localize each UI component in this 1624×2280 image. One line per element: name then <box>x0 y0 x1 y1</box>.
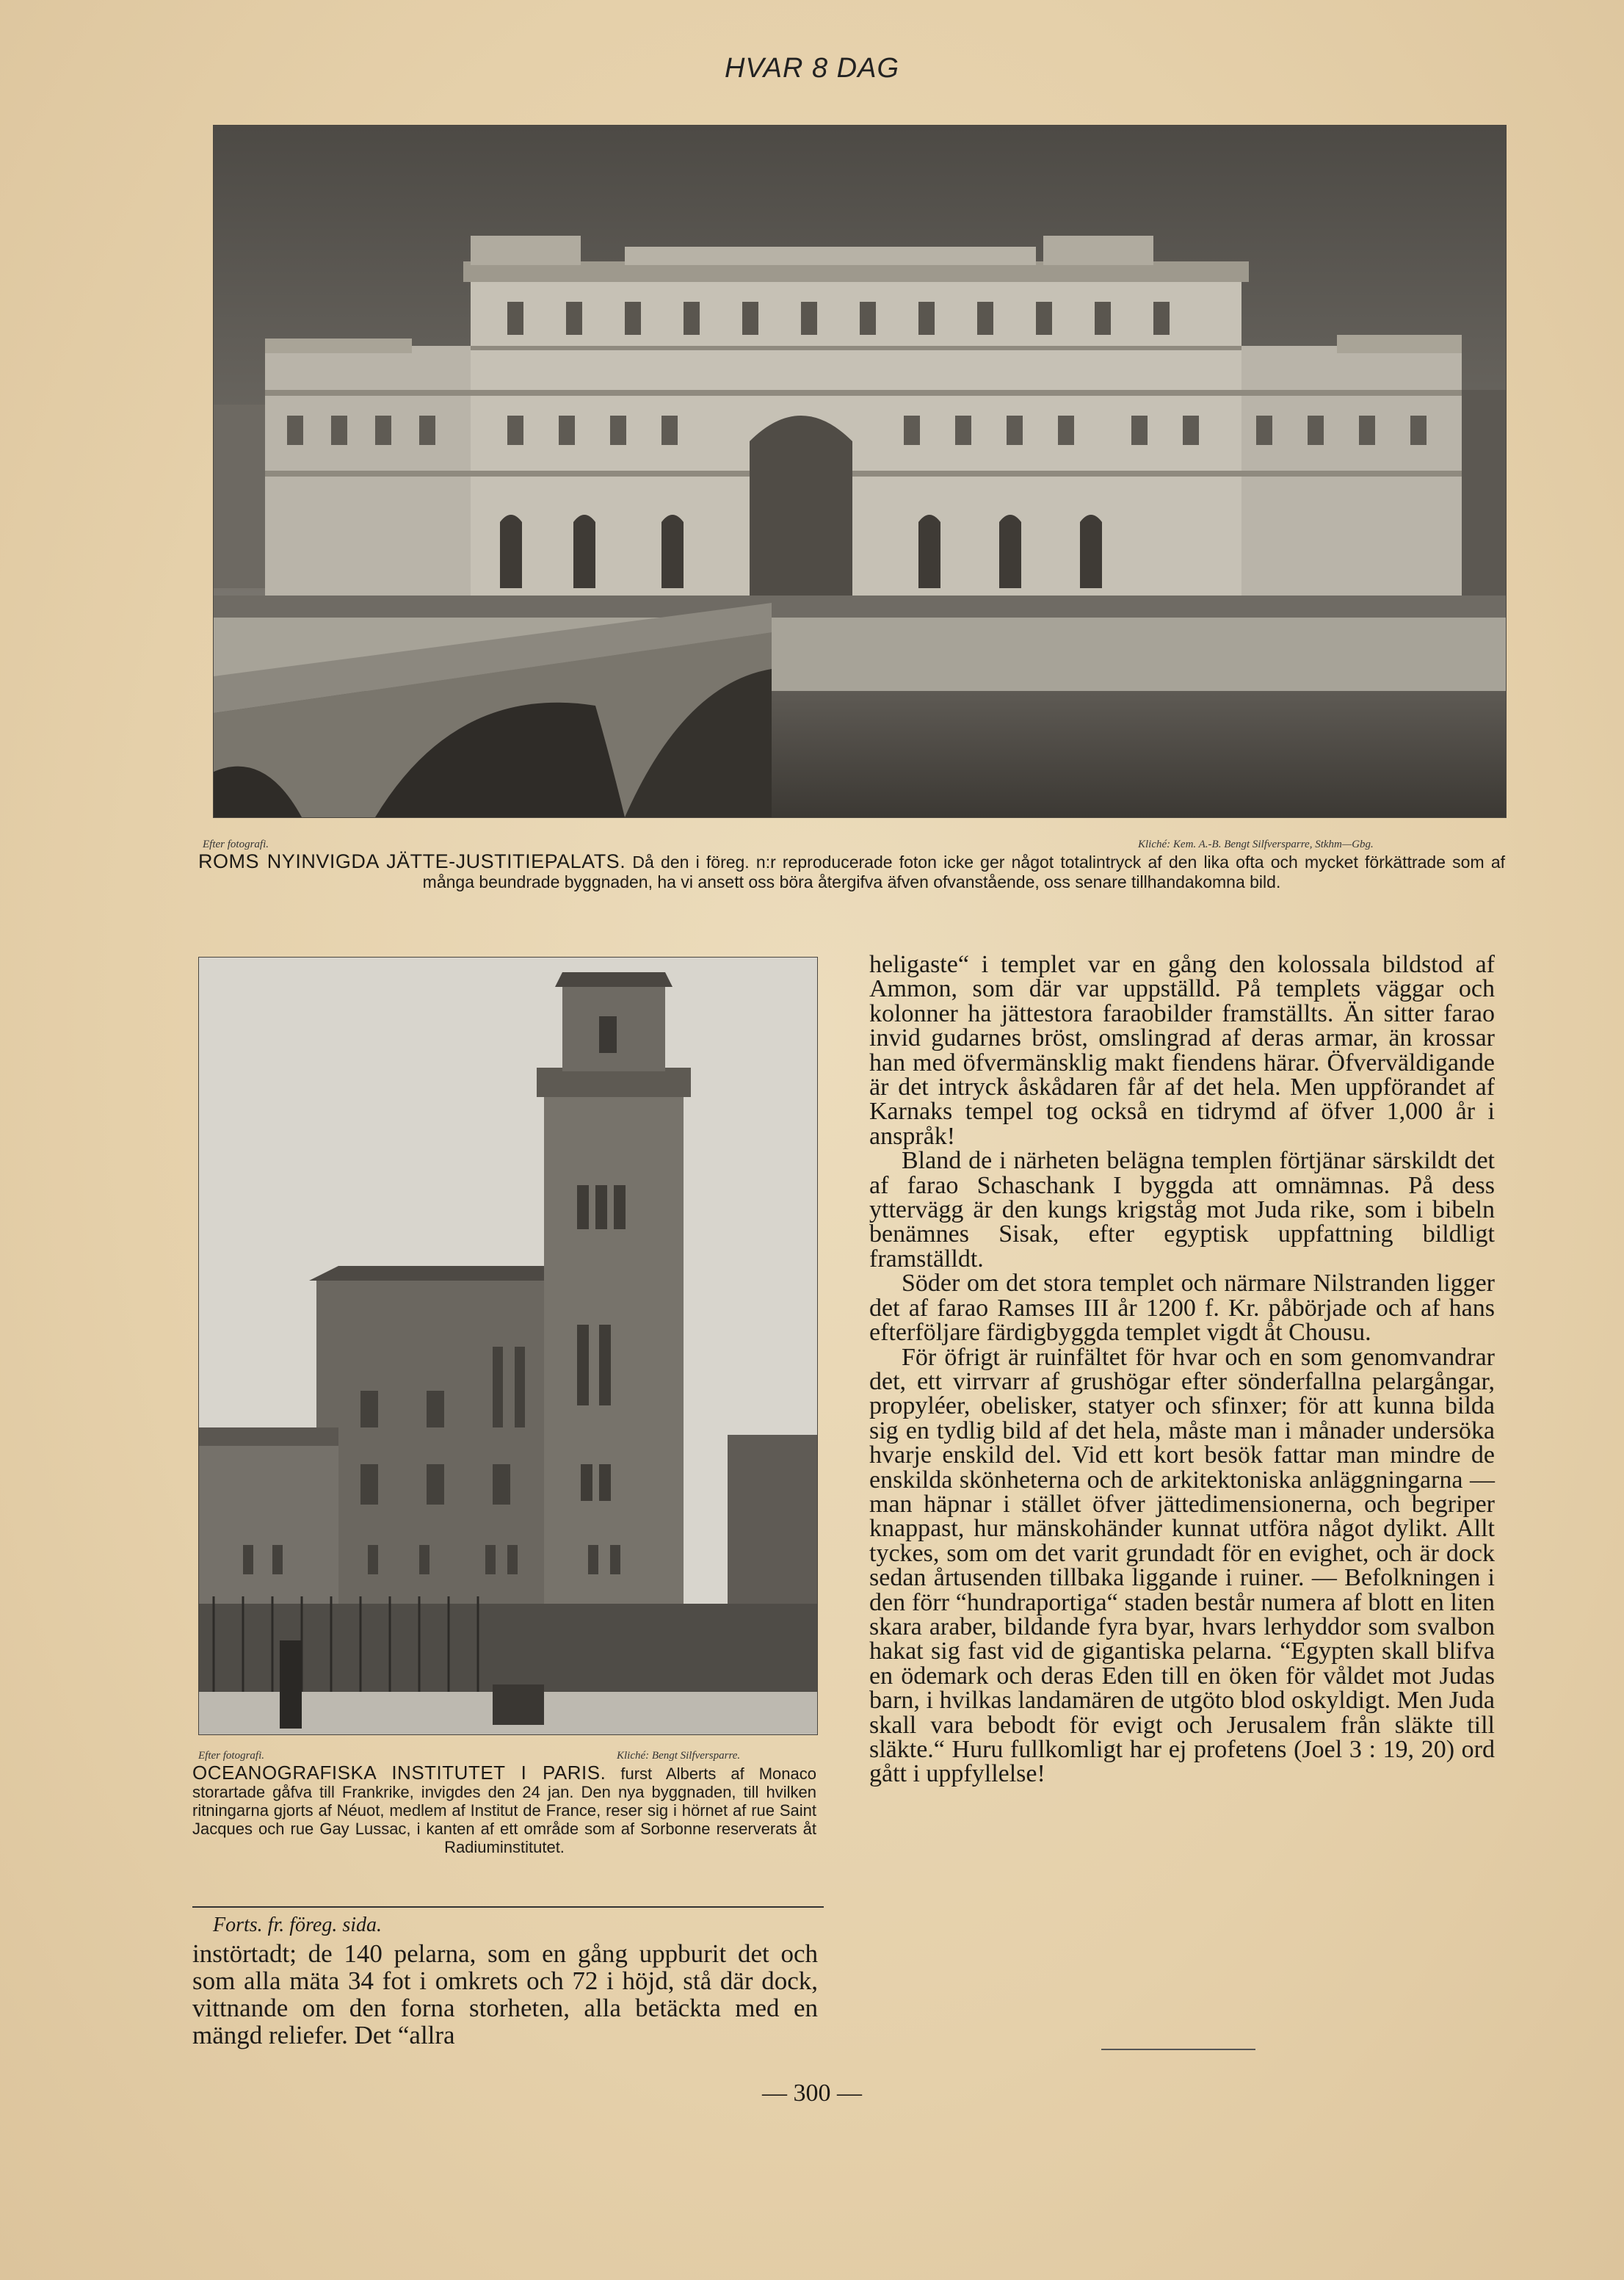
article-left-column <box>192 1940 818 2049</box>
top-caption-text: Då den i föreg. n:r reproducerade foton icke ger något totalintryck af den lika ofta och mycket förkättrade som af många beundrade byggnaden, ha vi ansett oss böra återgifva äfven ofvanstående, oss senare tillhandakomna bild. <box>422 853 1506 891</box>
left-photo-credit-left: Efter fotografi. <box>198 1750 264 1762</box>
end-rule <box>1101 2049 1255 2050</box>
section-rule <box>192 1906 824 1908</box>
article-paragraph-4: För öfrigt är ruinfältet för hvar och en som genomvandrar det, ett virrvarr af grushögar efter sönderfallna pelargångar, propyléer, obelisker, statyer och sfinxer; för att kunna bilda sig en tydlig bild af det hela, måste man i månader undersöka hvarje enskild del. Vid ett kort besök fattar man mindre de enskilda skönheterna och de arkitektoniska anläggningarna — man häpnar i stället öfver jättedimensionerna, och begriper knappast, hur mänskohänder kunnat utföra något dylikt. Allt tyckes, som om det varit grundadt för en evighet, och är dock sedan årtusenden tillbaka liggande i ruiner. — Befolkningen i den förr “hundraportiga“ staden består numera af blott en liten skara araber, bildande fyra byar, hvars lerhyddor som svalbon hakat sig fast vid de gigantiska pelarna. “Egypten skall blifva en ödemark och deras Eden till en öken för våldet mot Judas barn, i hvilkas landamären de utgöto blod oskyldigt. Men Juda skall vara bebodt för evigt och Jerusalem från släkte till släkte.“ Huru fullkomligt har ej profetens (Joel 3 : 19, 20) ord gått i uppfyllelse! <box>869 1343 1495 1788</box>
top-caption-lead: ROMS NYINVIGDA JÄTTE-JUSTITIEPALATS. <box>198 850 626 872</box>
top-photo-caption <box>198 852 1505 892</box>
left-photo-credit-right: Kliché: Bengt Silfversparre. <box>617 1750 741 1762</box>
article-paragraph-2: Bland de i närheten belägna templen förtjänar särskildt det af farao Schaschank I byggda att omnämnas. På dess yttervägg är den kungs krigståg mot Juda rike, som i bibeln benämnes Sisak, efter egyptisk uppfattning bildligt framställdt. <box>869 1147 1495 1273</box>
left-photo-caption <box>192 1764 816 1856</box>
page-header: HVAR 8 DAG <box>724 53 900 84</box>
article-right-column <box>869 952 1495 1787</box>
top-photo-credit-left: Efter fotografi. <box>203 839 269 850</box>
palace-of-justice-photo <box>213 125 1507 818</box>
palace-illustration <box>214 126 1506 817</box>
institute-illustration <box>199 958 817 1734</box>
top-photo-credit-right: Kliché: Kem. A.-B. Bengt Silfversparre, Stkhm—Gbg. <box>1138 839 1374 850</box>
continued-note: Forts. fr. föreg. sida. <box>213 1914 382 1936</box>
page-number: — 300 — <box>762 2080 862 2107</box>
left-caption-lead: OCEANOGRAFISKA INSTITUTET I PARIS. <box>192 1762 606 1784</box>
article-paragraph-3: Söder om det stora templet och närmare Nilstranden ligger det af farao Ramses III år 1200 f. Kr. påbörjade och af hans efterföljare färdigbyggda templet vigdt åt Chousu. <box>869 1270 1495 1347</box>
article-paragraph-1: heligaste“ i templet var en gång den kolossala bildstod af Ammon, som där var uppställd. På templets väggar och kolonner ha jättestora faraobilder framställts. Än sitter farao invid gudarnes bröst, omslingrad af deras armar, än krossar han med öfvermänsklig makt fiendens härar. Öfverväldigande är det intryck åskådaren får af det hela. Men uppförandet af Karnaks tempel tog också en tidrymd af öfver 1,000 år i anspråk! <box>869 951 1495 1150</box>
article-left-paragraph: instörtadt; de 140 pelarna, som en gång uppburit det och som alla mäta 34 fot i omkrets och 72 i höjd, stå där dock, vittnande om den forna storheten, alla betäckta med en mängd reliefer. Det “allra <box>192 1939 818 2049</box>
oceanographic-institute-photo <box>198 957 818 1735</box>
left-caption-text: furst Alberts af Monaco storartade gåfva till Frankrike, invigdes den 24 jan. Den nya byggnaden, till hvilken ritningarna gjorts af Néuot, medlem af Institut de France, reser sig i hörnet af rue Saint Jacques och rue Gay Lussac, i kanten af ett område som af Sorbonne reserverats åt Radiuminstitutet. <box>192 1765 816 1856</box>
